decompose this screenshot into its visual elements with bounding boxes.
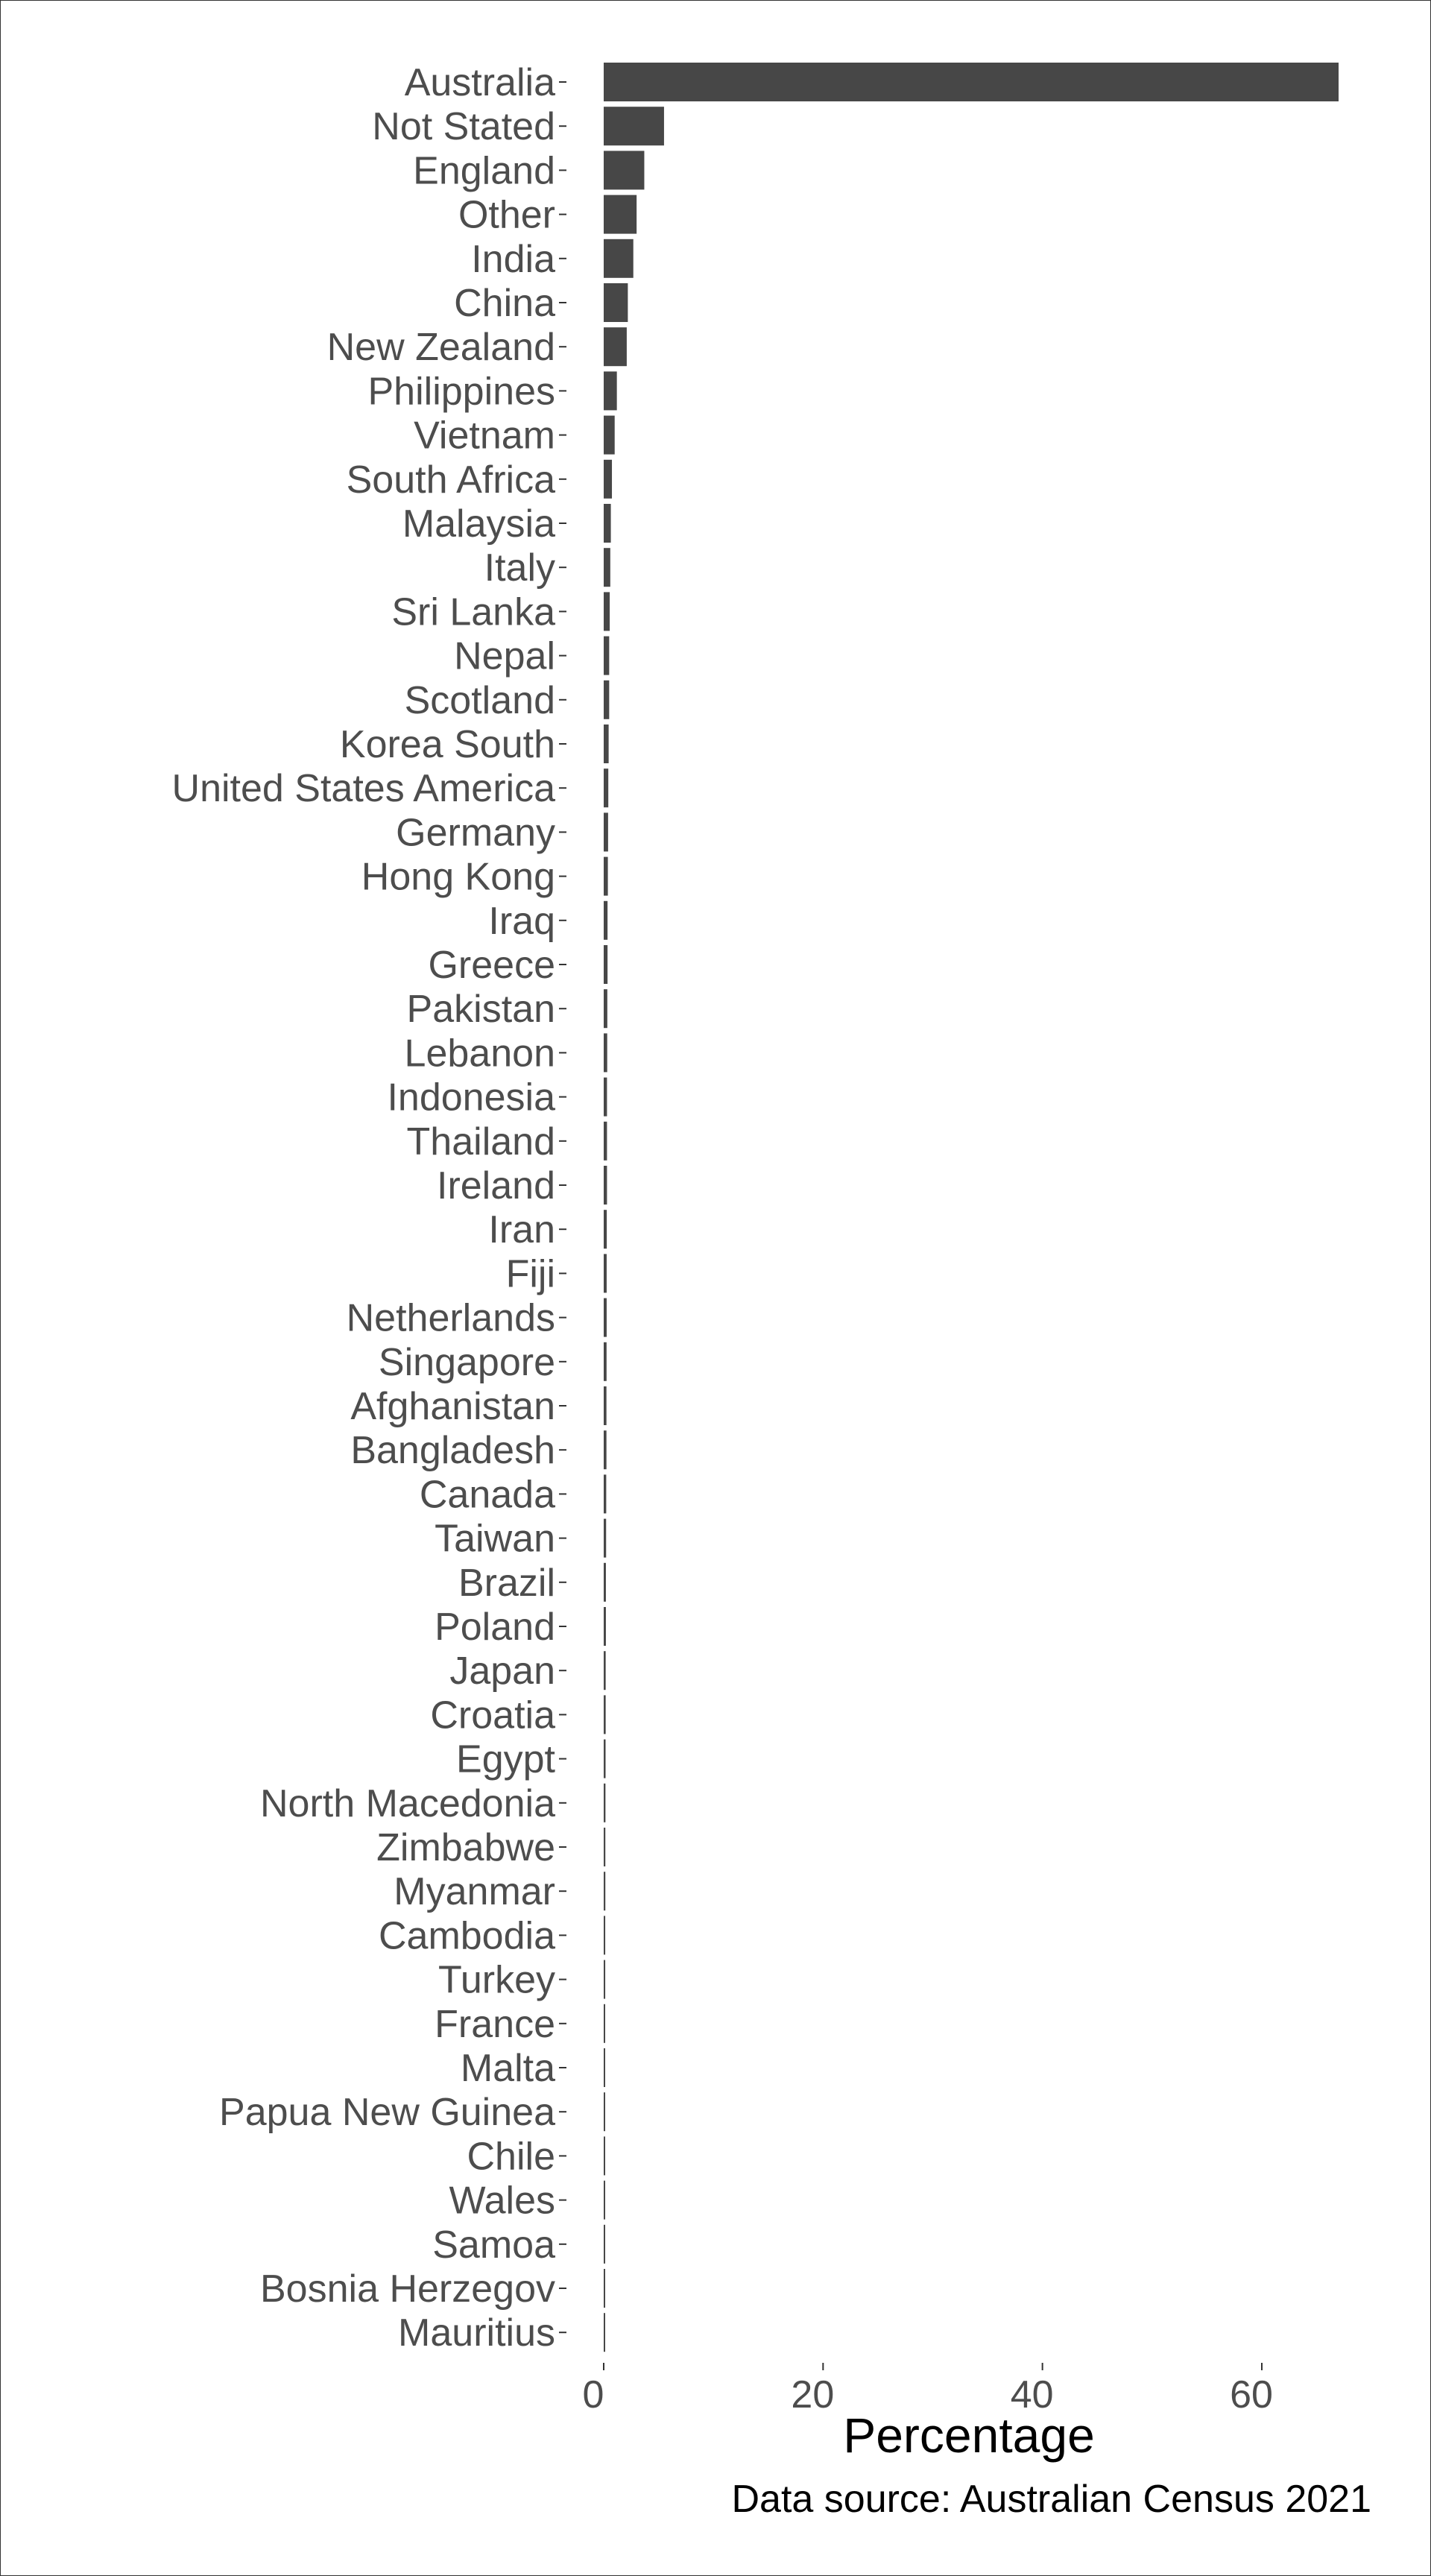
category-label-papua-new-guinea: Papua New Guinea (219, 2091, 555, 2135)
x-tick-label: 20 (791, 2373, 835, 2416)
category-label-north-macedonia: North Macedonia (260, 1781, 555, 1825)
bar-germany (604, 812, 608, 851)
bar-singapore (604, 1342, 607, 1381)
bar-taiwan (604, 1519, 606, 1558)
bar-india (604, 239, 634, 278)
bar-pakistan (604, 989, 607, 1028)
bar-other (604, 195, 636, 234)
category-label-myanmar: Myanmar (394, 1870, 555, 1914)
bar-united-states-america (604, 768, 608, 807)
bar-england (604, 151, 644, 189)
category-label-france: France (435, 2002, 555, 2046)
bar-poland (604, 1607, 606, 1646)
category-label-iraq: Iraq (488, 899, 555, 943)
bar-bangladesh (604, 1430, 607, 1469)
x-tick-label: 40 (1010, 2373, 1054, 2416)
bar-france (604, 2004, 605, 2043)
category-label-not-stated: Not Stated (372, 105, 555, 149)
bar-egypt (604, 1740, 606, 1778)
category-label-bangladesh: Bangladesh (350, 1429, 555, 1473)
category-label-canada: Canada (419, 1473, 555, 1517)
category-label-zimbabwe: Zimbabwe (376, 1826, 555, 1869)
category-label-england: England (413, 149, 555, 193)
category-label-bosnia-herzegov: Bosnia Herzegov (260, 2267, 555, 2311)
bar-south-africa (604, 460, 612, 499)
bar-hong-kong (604, 857, 608, 896)
category-label-new-zealand: New Zealand (326, 326, 555, 370)
bar-iraq (604, 901, 607, 940)
bar-lebanon (604, 1033, 607, 1072)
category-labels-group (172, 61, 566, 2355)
chart-caption: Data source: Australian Census 2021 (731, 2478, 1371, 2521)
category-label-japan: Japan (449, 1650, 555, 1693)
bar-zimbabwe (604, 1828, 605, 1866)
bar-afghanistan (604, 1386, 607, 1425)
bar-iran (604, 1210, 607, 1248)
bar-malta (604, 2048, 605, 2087)
bar-turkey (604, 1960, 605, 1999)
category-label-egypt: Egypt (456, 1737, 555, 1781)
category-label-china: China (454, 282, 555, 325)
bar-indonesia (604, 1078, 607, 1117)
category-label-philippines: Philippines (367, 370, 555, 414)
bars-group (604, 63, 1339, 2352)
category-label-poland: Poland (435, 1606, 555, 1649)
bar-malaysia (604, 504, 611, 543)
bar-italy (604, 548, 610, 587)
bar-sri-lanka (604, 592, 610, 631)
bar-vietnam (604, 416, 615, 455)
bar-north-macedonia (604, 1784, 605, 1822)
category-label-south-africa: South Africa (346, 458, 555, 502)
category-label-malta: Malta (460, 2047, 555, 2090)
category-label-thailand: Thailand (406, 1120, 555, 1164)
category-label-australia: Australia (404, 61, 555, 104)
bar-ireland (604, 1166, 607, 1205)
x-axis-title: Percentage (843, 2408, 1095, 2463)
category-label-afghanistan: Afghanistan (350, 1385, 555, 1428)
category-label-nepal: Nepal (454, 634, 555, 678)
category-label-samoa: Samoa (432, 2223, 555, 2267)
bar-china (604, 283, 628, 322)
category-label-hong-kong: Hong Kong (361, 855, 555, 899)
bar-korea-south (604, 724, 609, 763)
bar-australia (604, 63, 1339, 101)
bar-bosnia-herzegov (604, 2269, 605, 2308)
category-label-italy: Italy (484, 546, 555, 590)
category-label-brazil: Brazil (458, 1561, 555, 1605)
bar-greece (604, 945, 607, 984)
category-label-indonesia: Indonesia (387, 1076, 555, 1120)
bar-nepal (604, 637, 609, 675)
bar-japan (604, 1651, 606, 1690)
category-label-singapore: Singapore (378, 1340, 555, 1384)
category-label-iran: Iran (488, 1208, 555, 1252)
category-label-fiji: Fiji (505, 1252, 555, 1296)
bar-philippines (604, 371, 617, 410)
bar-netherlands (604, 1298, 607, 1337)
category-label-germany: Germany (396, 811, 555, 855)
x-tick-label: 0 (582, 2373, 604, 2416)
category-label-ireland: Ireland (437, 1164, 555, 1208)
bar-cambodia (604, 1916, 605, 1954)
category-label-croatia: Croatia (430, 1693, 555, 1737)
category-label-wales: Wales (449, 2179, 555, 2223)
category-label-pakistan: Pakistan (406, 988, 555, 1032)
category-label-mauritius: Mauritius (398, 2311, 555, 2355)
bar-new-zealand (604, 327, 627, 366)
bar-chile (604, 2136, 605, 2175)
bar-thailand (604, 1122, 607, 1161)
bar-croatia (604, 1695, 606, 1734)
category-label-scotland: Scotland (404, 678, 555, 722)
category-label-vietnam: Vietnam (414, 414, 555, 458)
category-label-greece: Greece (428, 944, 555, 987)
category-label-sri-lanka: Sri Lanka (391, 590, 555, 634)
category-label-turkey: Turkey (438, 1958, 555, 2002)
category-label-netherlands: Netherlands (346, 1296, 555, 1340)
category-label-korea-south: Korea South (339, 723, 555, 766)
category-label-chile: Chile (467, 2135, 555, 2179)
bar-scotland (604, 681, 609, 719)
bar-wales (604, 2181, 605, 2220)
category-label-taiwan: Taiwan (435, 1517, 555, 1561)
bar-not-stated (604, 107, 664, 145)
category-label-other: Other (458, 193, 555, 237)
category-label-united-states-america: United States America (171, 767, 555, 811)
bar-myanmar (604, 1872, 605, 1910)
category-label-lebanon: Lebanon (404, 1032, 555, 1076)
category-label-india: India (471, 237, 555, 281)
bar-papua-new-guinea (604, 2092, 605, 2131)
bar-fiji (604, 1254, 607, 1292)
bar-mauritius (604, 2313, 605, 2352)
bar-brazil (604, 1563, 606, 1602)
category-label-cambodia: Cambodia (378, 1914, 555, 1958)
x-tick-label: 60 (1230, 2373, 1273, 2416)
bar-canada (604, 1474, 606, 1513)
bar-samoa (604, 2225, 605, 2264)
category-label-malaysia: Malaysia (402, 502, 555, 546)
